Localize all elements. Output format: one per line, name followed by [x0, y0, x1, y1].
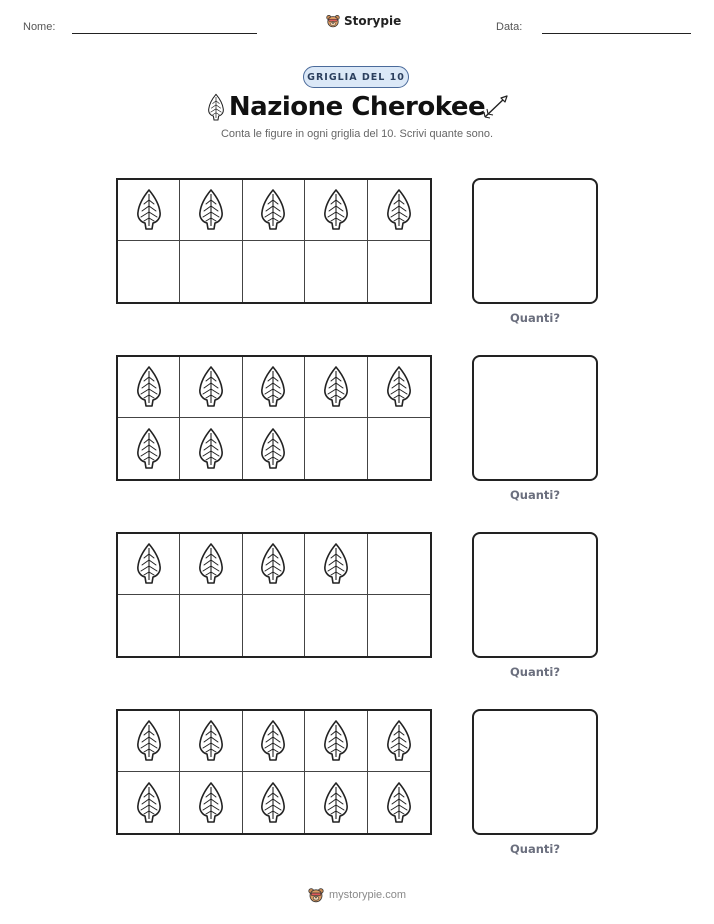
ten-frame-1: [116, 178, 432, 304]
arrowhead-icon: [196, 542, 226, 586]
arrowhead-icon: [321, 188, 351, 232]
arrowhead-icon: [196, 719, 226, 763]
frame-cell: [243, 180, 305, 241]
arrowhead-icon: [258, 719, 288, 763]
arrowhead-icon: [196, 365, 226, 409]
worksheet-type-badge: GRIGLIA DEL 10: [303, 66, 409, 88]
frame-cell: [243, 534, 305, 595]
arrowhead-icon: [258, 781, 288, 825]
answer-label-4: Quanti?: [509, 842, 561, 856]
frame-cell: [243, 711, 305, 772]
arrowhead-icon: [258, 542, 288, 586]
arrowhead-icon: [258, 427, 288, 471]
frame-cell: [243, 357, 305, 418]
frame-cell: [305, 241, 367, 302]
frame-cell: [305, 534, 367, 595]
arrowhead-icon: [134, 719, 164, 763]
frame-cell: [368, 595, 430, 656]
frame-cell: [118, 534, 180, 595]
frame-cell: [368, 711, 430, 772]
frame-cell: [118, 180, 180, 241]
ten-frame-4: [116, 709, 432, 835]
date-line[interactable]: [542, 33, 691, 34]
frame-cell: [368, 534, 430, 595]
answer-box-2[interactable]: [472, 355, 598, 481]
arrowhead-icon: [134, 781, 164, 825]
frame-cell: [243, 595, 305, 656]
arrowhead-icon: [384, 365, 414, 409]
frame-cell: [118, 241, 180, 302]
arrowhead-icon: [196, 188, 226, 232]
frame-cell: [180, 418, 242, 479]
arrowhead-icon: [134, 542, 164, 586]
frame-cell: [180, 711, 242, 772]
ten-frame-2: [116, 355, 432, 481]
frame-cell: [118, 418, 180, 479]
frame-cell: [305, 595, 367, 656]
name-line[interactable]: [72, 33, 257, 34]
frame-cell: [118, 772, 180, 833]
frame-cell: [180, 595, 242, 656]
arrowhead-icon: [196, 427, 226, 471]
frame-cell: [118, 711, 180, 772]
bear-logo-icon: [326, 14, 340, 28]
frame-cell: [305, 180, 367, 241]
answer-box-4[interactable]: [472, 709, 598, 835]
frame-cell: [305, 357, 367, 418]
answer-box-1[interactable]: [472, 178, 598, 304]
arrow-icon: [482, 92, 512, 120]
arrowhead-icon: [384, 188, 414, 232]
arrowhead-icon: [384, 781, 414, 825]
arrowhead-icon: [321, 781, 351, 825]
footer: [0, 887, 714, 903]
answer-label-2: Quanti?: [509, 488, 561, 502]
page-title: Nazione Cherokee: [228, 92, 486, 122]
ten-frame-3: [116, 532, 432, 658]
name-label: Nome:: [23, 21, 56, 33]
frame-cell: [180, 241, 242, 302]
instructions: Conta le figure in ogni griglia del 10. Scrivi quante sono.: [220, 128, 494, 140]
bear-logo-icon: [308, 887, 324, 903]
arrowhead-icon: [134, 427, 164, 471]
answer-label-3: Quanti?: [509, 665, 561, 679]
arrowhead-icon: [258, 188, 288, 232]
arrowhead-icon: [196, 781, 226, 825]
frame-cell: [305, 418, 367, 479]
frame-cell: [243, 418, 305, 479]
arrowhead-icon: [321, 365, 351, 409]
frame-cell: [368, 180, 430, 241]
frame-cell: [368, 418, 430, 479]
frame-cell: [305, 711, 367, 772]
arrowhead-icon: [258, 365, 288, 409]
date-label: Data:: [496, 21, 523, 33]
frame-cell: [243, 772, 305, 833]
frame-cell: [368, 772, 430, 833]
arrowhead-icon: [134, 188, 164, 232]
arrowhead-icon: [134, 365, 164, 409]
arrowhead-icon: [321, 542, 351, 586]
brand-name: Storypie: [344, 14, 402, 28]
frame-cell: [180, 357, 242, 418]
brand-logo: [326, 14, 401, 28]
answer-label-1: Quanti?: [509, 311, 561, 325]
frame-cell: [305, 772, 367, 833]
frame-cell: [368, 357, 430, 418]
answer-box-3[interactable]: [472, 532, 598, 658]
frame-cell: [118, 595, 180, 656]
arrowhead-icon: [321, 719, 351, 763]
frame-cell: [368, 241, 430, 302]
frame-cell: [243, 241, 305, 302]
arrowhead-icon: [384, 719, 414, 763]
frame-cell: [180, 772, 242, 833]
frame-cell: [180, 180, 242, 241]
frame-cell: [180, 534, 242, 595]
frame-cell: [118, 357, 180, 418]
footer-url[interactable]: mystorypie.com: [328, 889, 407, 901]
